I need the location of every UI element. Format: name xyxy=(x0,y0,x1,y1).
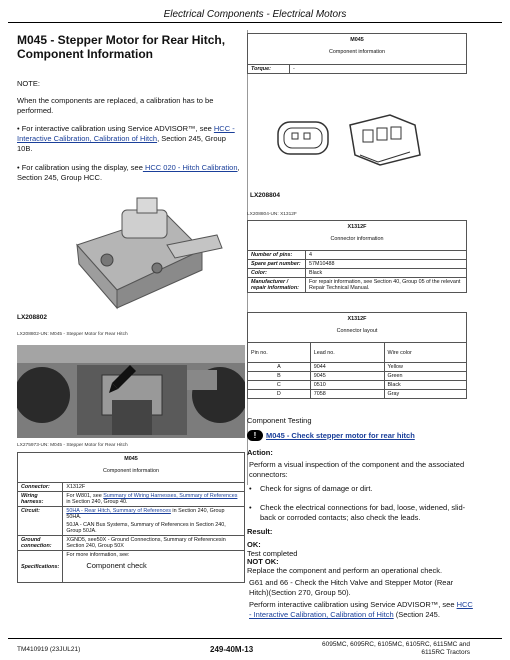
spec-line1: For more information, see: xyxy=(66,552,130,558)
wire-color-cell: Black xyxy=(384,381,466,390)
warning-icon: ! xyxy=(247,430,263,441)
table-row xyxy=(248,372,467,381)
header-divider xyxy=(8,22,502,23)
calibration-bullet-display xyxy=(17,163,243,183)
footer-doc-id: TM410919 (23JUL21) xyxy=(17,646,81,653)
lead-cell: 0510 xyxy=(310,381,384,390)
link-hcc-interactive-calibration-2[interactable]: HCC - Interactive Calibration, Calibration of Hitch xyxy=(249,600,473,619)
specifications-value xyxy=(63,551,245,583)
ok-label: OK: xyxy=(247,540,261,549)
component-info-table-top xyxy=(247,33,467,74)
bullet-dot-2: • xyxy=(249,503,252,512)
bullet1-suffix: , Section 245, Group 10B. xyxy=(17,134,226,153)
spare-part-value: 57M10488 xyxy=(306,260,467,269)
top-table-id: M045 xyxy=(350,37,364,43)
color-value: Black xyxy=(306,269,467,278)
link-wiring-harness-summary[interactable]: Summary of Wiring Harnesses, Summary of References xyxy=(103,493,238,499)
bottom-table-header xyxy=(18,453,245,483)
connector-value: X1312F xyxy=(63,483,245,492)
wiring-prefix: For W801, see xyxy=(66,493,104,499)
calibration-bullet-serviceadvisor xyxy=(17,124,243,154)
connector-layout-id: X1312F xyxy=(347,316,367,322)
not-ok-text: Replace the component and perform an operational check. xyxy=(247,566,443,575)
g61-check-text: G61 and 66 - Check the Hitch Valve and Stepper Motor (Rear Hitch)(Section 270, Group 50). xyxy=(249,578,454,597)
spare-part-label: Spare part number: xyxy=(248,260,306,269)
note-text: When the components are replaced, a calibration has to be performed. xyxy=(17,96,214,115)
lead-cell: 9044 xyxy=(310,363,384,372)
col-header-wire-color: Wire color xyxy=(384,343,466,363)
footer-models: 6095MC, 6095RC, 6105MC, 6105RC, 6115MC and 6115RC Tractors xyxy=(321,641,470,656)
section-title: M045 - Stepper Motor for Rear Hitch, Component Information xyxy=(17,33,226,61)
component-testing-heading: Component Testing xyxy=(247,416,312,425)
wire-color-cell: Yellow xyxy=(384,363,466,372)
link-hcc-interactive-calibration[interactable]: HCC - Interactive Calibration, Calibration of Hitch xyxy=(17,124,235,143)
link-50ha-rear-hitch[interactable]: 50HA - Rear Hitch, Summary of References xyxy=(66,508,171,514)
circuit-label: Circuit: xyxy=(18,507,63,536)
connector-layout-subtitle: Connector layout xyxy=(336,328,378,334)
bottom-table-id: M045 xyxy=(124,456,138,462)
wiring-harness-value xyxy=(63,492,245,507)
ok-text: Test completed xyxy=(247,549,298,558)
specifications-label: Specifications: xyxy=(18,551,63,583)
torque-value: - xyxy=(290,65,467,74)
result-label: Result: xyxy=(247,527,273,536)
link-hcc-020-hitch-calibration[interactable]: HCC 020 - Hitch Calibration xyxy=(142,163,238,172)
footer-page-number: 249-40M-13 xyxy=(210,645,254,654)
circuit-value xyxy=(63,507,245,536)
wire-color-cell: Green xyxy=(384,372,466,381)
pin-cell: B xyxy=(248,372,311,381)
torque-label: Torque: xyxy=(248,65,290,74)
component-info-table-bottom xyxy=(17,452,245,583)
stepper-motor-image xyxy=(17,190,243,313)
lead-cell: 7058 xyxy=(310,390,384,399)
number-of-pins-value: 4 xyxy=(306,251,467,260)
col-header-lead: Lead no. xyxy=(310,343,384,363)
number-of-pins-label: Number of pins: xyxy=(248,251,306,260)
bottom-table-subtitle: Component information xyxy=(102,468,160,474)
lead-cell: 9045 xyxy=(310,372,384,381)
page-header-title: Electrical Components - Electrical Motors xyxy=(163,9,347,20)
figure-caption-connector: LX208804-UN: X1312F xyxy=(247,212,297,217)
bullet2-suffix: , Section 245, Group HCC. xyxy=(17,163,240,182)
figure-id-connector: LX208804 xyxy=(250,192,280,199)
connector-image xyxy=(260,100,440,180)
action-label: Action: xyxy=(247,448,273,457)
color-label: Color: xyxy=(248,269,306,278)
bullet1-prefix: • For interactive calibration using Service ADVISOR™, see xyxy=(17,124,212,133)
top-table-header xyxy=(248,34,467,65)
table-row xyxy=(248,390,467,399)
bullet-dot-1: • xyxy=(249,484,252,493)
bullet2-prefix: • For calibration using the display, see xyxy=(17,163,143,172)
ground-connection-value: XGND5, see50X - Ground Connections, Summary of Referencesin Section 240, Group 50X xyxy=(63,536,245,551)
connector-info-id: X1312F xyxy=(347,224,367,230)
action-bullet-2: Check the electrical connections for bad, loose, widened, slid-back or corroded contacts; also check the leads. xyxy=(260,503,466,522)
pin-cell: D xyxy=(248,390,311,399)
tractor-rear-photo xyxy=(17,345,245,438)
repair-info-value: For repair information, see Section 40, Group 05 of the relevant Repair Technical Manual. xyxy=(306,278,467,293)
connector-info-subtitle: Connector information xyxy=(330,236,384,242)
connector-layout-table xyxy=(247,312,467,399)
connector-label: Connector: xyxy=(18,483,63,492)
perform-prefix: Perform interactive calibration using Service ADVISOR™, see xyxy=(249,600,455,609)
footer-divider xyxy=(8,638,502,639)
circuit-line1-suffix: in Section 240, Group 50HA. xyxy=(66,508,225,520)
top-table-subtitle: Component information xyxy=(328,49,386,55)
table-row xyxy=(248,363,467,372)
table-row xyxy=(248,381,467,390)
repair-info-label: Manufacturer / repair information: xyxy=(248,278,306,293)
wire-color-cell: Gray xyxy=(384,390,466,399)
ground-connection-label: Ground connection: xyxy=(18,536,63,551)
connector-info-table xyxy=(247,220,467,293)
link-check-stepper-motor[interactable]: M045 - Check stepper motor for rear hitch xyxy=(266,431,415,440)
figure-caption-motor: LX208802-UN: M045 - Stepper Motor for Rear Hitch xyxy=(17,332,128,337)
pin-cell: C xyxy=(248,381,311,390)
perform-calibration-text xyxy=(249,600,474,620)
wiring-suffix: in Section 240, Group 40. xyxy=(66,499,128,505)
wiring-harness-label: Wiring harness: xyxy=(18,492,63,507)
not-ok-label: NOT OK: xyxy=(247,557,279,566)
perform-suffix: (Section 245. xyxy=(393,610,440,619)
spec-component-check: Component check xyxy=(86,561,147,570)
pin-cell: A xyxy=(248,363,311,372)
action-bullet-1: Check for signs of damage or dirt. xyxy=(260,484,373,493)
figure-caption-tractor: LX275973-UN: M045 - Stepper Motor for Rear Hitch xyxy=(17,443,128,448)
col-header-pin: Pin no. xyxy=(248,343,311,363)
figure-id-motor: LX208802 xyxy=(17,314,47,321)
note-label: NOTE: xyxy=(17,79,40,88)
connector-layout-header xyxy=(248,313,467,343)
circuit-line2: 50JA - CAN Bus Systems, Summary of References in Section 240, Group 50JA. xyxy=(66,522,226,534)
connector-info-header xyxy=(248,221,467,251)
action-text: Perform a visual inspection of the component and the associated connectors: xyxy=(249,460,465,479)
